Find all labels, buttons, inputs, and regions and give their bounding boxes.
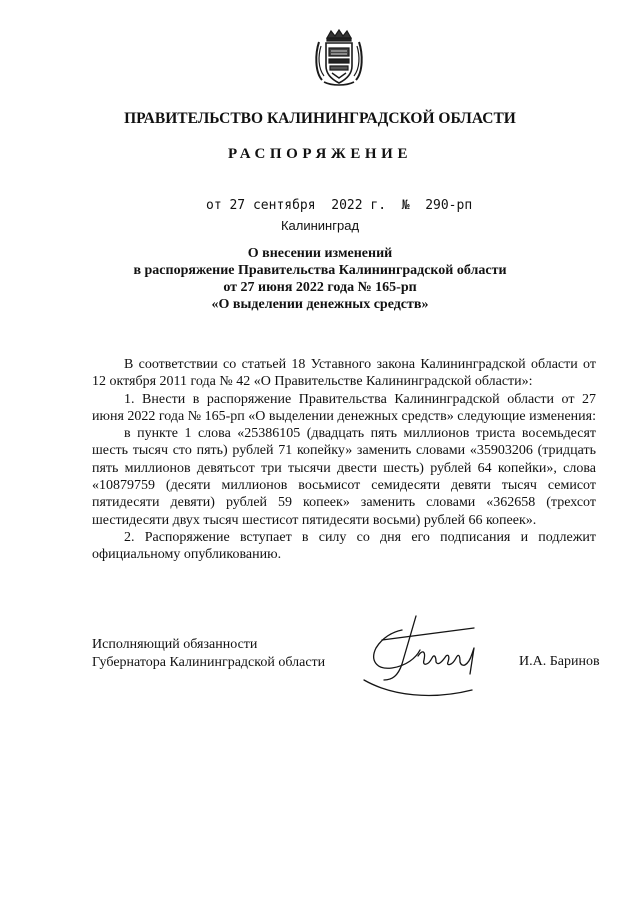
date-number-line bbox=[206, 198, 506, 213]
signatory-name: И.А. Баринов bbox=[519, 654, 600, 669]
subject-line: от 27 июня 2022 года № 165-рп bbox=[223, 280, 417, 295]
document-type: РАСПОРЯЖЕНИЕ bbox=[227, 146, 413, 162]
date-month: сентября bbox=[252, 198, 316, 213]
body-paragraph: В соответствии со статьей 18 Уставного закона Калининградской области от 12 октября 2011 года № 42 «О Правительстве Калининградской области»: bbox=[92, 357, 596, 390]
body-paragraph: в пункте 1 слова «25386105 (двадцать пять миллионов триста восемьдесят шесть тысяч сто пять) рублей 71 копейку» заменить словами «35903206 (тридцать пять миллионов девятьсот три тысячи двести шесть) рублей 64 копейки», слова «10879759 (десяти миллионов восьмисот семидесяти девяти тысяч семисот пятидесяти девяти) рублей 59 копеек» заменить словами «362658 (трехсот шестидесяти двух тысяч шестисот пятидесяти восьми) рублей 66 копеек». bbox=[92, 426, 596, 528]
date-day: 27 bbox=[229, 198, 246, 213]
city: Калининград bbox=[280, 218, 360, 233]
subject-line: «О выделении денежных средств» bbox=[211, 297, 429, 312]
subject-line: в распоряжение Правительства Калининградской области bbox=[133, 263, 507, 278]
document-number: 290-рп bbox=[425, 198, 473, 213]
signatory-position bbox=[92, 636, 325, 672]
body-paragraph: 2. Распоряжение вступает в силу со дня его подписания и подлежит официальному опубликованию. bbox=[92, 529, 596, 563]
subject-line: О внесении изменений bbox=[247, 246, 393, 261]
handwritten-signature bbox=[362, 610, 512, 702]
position-line: Губернатора Калининградской области bbox=[92, 655, 326, 670]
document-body bbox=[92, 356, 596, 564]
date-prefix: от bbox=[206, 198, 222, 213]
body-paragraph: 1. Внести в распоряжение Правительства Калининградской области от 27 июня 2022 года № 165-рп «О выделении денежных средств» следующие изменения: bbox=[92, 391, 596, 424]
subject-heading bbox=[100, 245, 540, 313]
number-sign: № bbox=[401, 198, 410, 213]
coat-of-arms-emblem bbox=[312, 28, 366, 88]
position-line: Исполняющий обязанности bbox=[92, 637, 258, 652]
date-year: 2022 г. bbox=[331, 198, 387, 213]
government-name: ПРАВИТЕЛЬСТВО КАЛИНИНГРАДСКОЙ ОБЛАСТИ bbox=[124, 110, 516, 127]
